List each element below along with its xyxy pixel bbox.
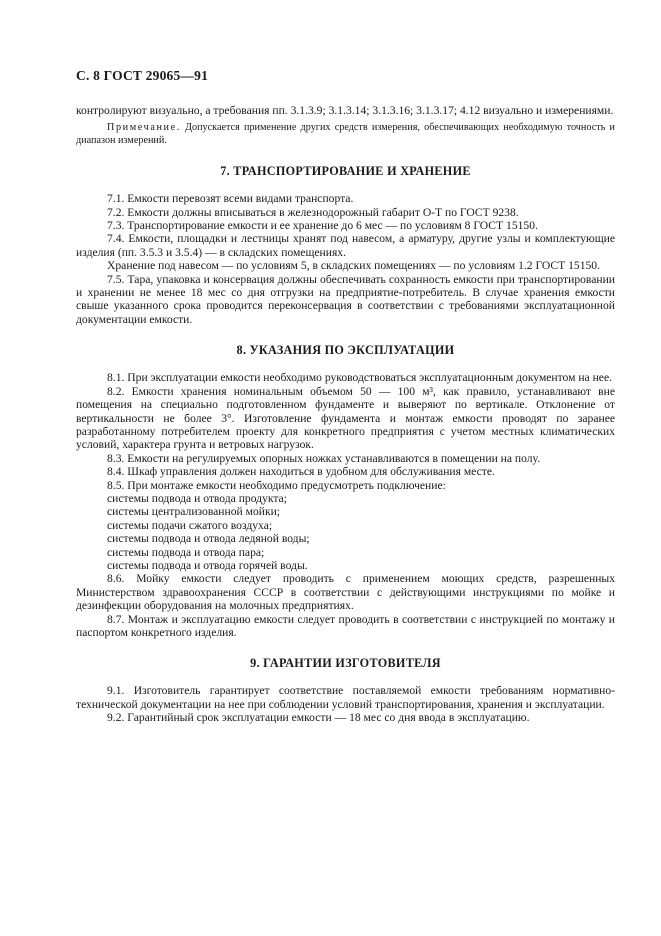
section-8-title: 8. УКАЗАНИЯ ПО ЭКСПЛУАТАЦИИ <box>236 343 455 358</box>
paragraph-7-4: 7.4. Емкости, площадки и лестницы хранят под навесом, а арматуру, другие узлы и комплектующие изделия (пп. 3.5.3 и 3.5.4) — в складских помещениях. <box>76 232 615 259</box>
paragraph-8-2: 8.2. Емкости хранения номинальным объемом 50 — 100 м³, как правило, устанавливают вне помещения на специально подготовленном фундаменте и выверяют по вертикале. Отклонение от вертикальности не более 3°. Изготовление фундамента и монтаж емкости проводят по заранее разработанному потребителем проекту для конкретного предприятия с учетом местных климатических условий, характера грунта и ветровых нагрузок. <box>76 384 615 452</box>
paragraph-7-3: 7.3. Транспортирование емкости и ее хранение до 6 мес — по условиям 8 ГОСТ 15150. <box>107 219 538 233</box>
note-label: Примечание. <box>107 122 181 134</box>
paragraph-8-5: 8.5. При монтаже емкости необходимо предусмотреть подключение: <box>107 478 446 492</box>
list-item: системы подвода и отвода ледяной воды; <box>107 532 310 546</box>
section-7-title: 7. ТРАНСПОРТИРОВАНИЕ И ХРАНЕНИЕ <box>220 164 471 179</box>
list-item: системы подвода и отвода горячей воды. <box>107 558 308 572</box>
paragraph-9-2: 9.2. Гарантийный срок эксплуатации емкости — 18 мес со дня ввода в эксплуатацию. <box>107 711 530 725</box>
paragraph-8-6: 8.6. Мойку емкости следует проводить с применением моющих средств, разрешенных Министерством здравоохранения СССР в соответствии с действующими инструкциями по мойке и дезинфекции оборудования на молочных предприятиях. <box>76 572 615 613</box>
note-text: Допускается применение других средств измерения, обеспечивающих необходимую точность и диапазон измерений. <box>76 122 615 146</box>
paragraph-8-1: 8.1. При эксплуатации емкости необходимо руководствоваться эксплуатационным документом на нее. <box>107 371 612 385</box>
document-page <box>76 68 615 725</box>
list-item: системы централизованной мойки; <box>107 505 281 519</box>
page-header: С. 8 ГОСТ 29065—91 <box>76 68 209 83</box>
list-item: системы подачи сжатого воздуха; <box>107 518 273 532</box>
list-item: системы подвода и отвода продукта; <box>107 491 287 505</box>
paragraph-8-3: 8.3. Емкости на регулируемых опорных ножках устанавливаются в помещении на полу. <box>107 451 541 465</box>
note-paragraph <box>76 122 615 147</box>
paragraph-7-2: 7.2. Емкости должны вписываться в железнодорожный габарит О-Т по ГОСТ 9238. <box>107 205 519 219</box>
paragraph-7-4-storage: Хранение под навесом — по условиям 5, в складских помещениях — по условиям 1.2 ГОСТ 15150. <box>107 259 601 273</box>
paragraph-8-4: 8.4. Шкаф управления должен находиться в удобном для обслуживания месте. <box>107 465 495 479</box>
section-9-title: 9. ГАРАНТИИ ИЗГОТОВИТЕЛЯ <box>250 656 441 671</box>
paragraph-7-5: 7.5. Тара, упаковка и консервация должны обеспечивать сохранность емкости при транспортировании и хранении не менее 18 мес со дня отгрузки на предприятие-потребитель. В случае хранения емкости свыше указанного срока проводится переконсервация в соответствии с требованиями эксплуатационной документации емкости. <box>76 272 615 326</box>
paragraph-7-1: 7.1. Емкости перевозят всеми видами транспорта. <box>107 192 354 206</box>
paragraph-8-7: 8.7. Монтаж и эксплуатацию емкости следует проводить в соответствии с инструкцией по монтажу и паспортом конкретного изделия. <box>76 612 615 639</box>
paragraph-9-1: 9.1. Изготовитель гарантирует соответствие поставляемой емкости требованиям нормативно-технической документации на нее при соблюдении условий транспортирования, хранения и эксплуатации. <box>76 684 615 711</box>
intro-paragraph: контролируют визуально, а требования пп. 3.1.3.9; 3.1.3.14; 3.1.3.16; 3.1.3.17; 4.12 визуально и измерениями. <box>76 104 614 117</box>
list-item: системы подвода и отвода пара; <box>107 545 265 559</box>
